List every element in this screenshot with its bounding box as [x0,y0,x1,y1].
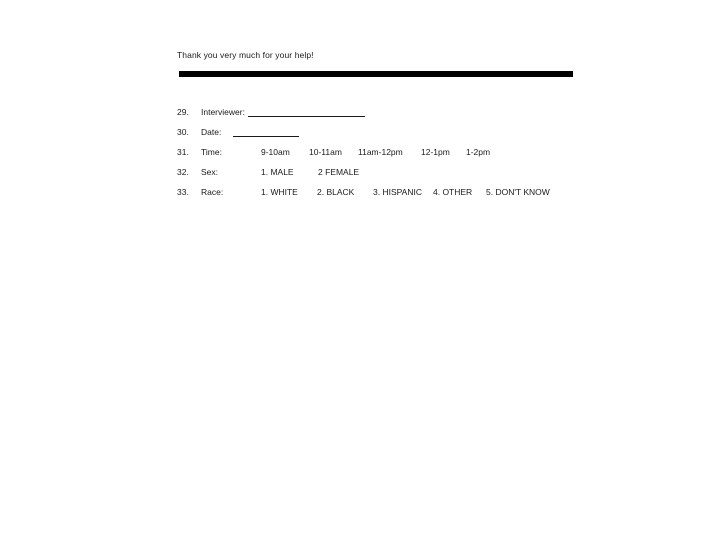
question-label: Race: [201,187,224,197]
time-option[interactable]: 12-1pm [421,147,450,157]
time-option[interactable]: 1-2pm [466,147,491,157]
question-label: Sex: [201,167,219,177]
time-option[interactable]: 11am-12pm [358,147,403,157]
interviewer-field[interactable] [248,107,365,117]
race-option-white[interactable]: 1. WHITE [261,187,298,197]
sex-option-female[interactable]: 2 FEMALE [318,167,360,177]
question-number: 31. [177,147,189,157]
question-number: 33. [177,187,189,197]
race-option-hispanic[interactable]: 3. HISPANIC [373,187,422,197]
question-label: Time: [201,147,222,157]
question-number: 32. [177,167,189,177]
date-field[interactable] [233,127,299,137]
question-number: 30. [177,127,189,137]
race-option-dont-know[interactable]: 5. DON'T KNOW [486,187,550,197]
race-option-other[interactable]: 4. OTHER [433,187,473,197]
race-option-black[interactable]: 2. BLACK [317,187,355,197]
question-number: 29. [177,107,189,117]
divider-bar [179,71,573,77]
question-label: Interviewer: [201,107,245,117]
sex-option-male[interactable]: 1. MALE [261,167,294,177]
question-label: Date: [201,127,222,137]
time-option[interactable]: 9-10am [261,147,290,157]
time-option[interactable]: 10-11am [309,147,342,157]
thank-you-text: Thank you very much for your help! [177,50,314,60]
